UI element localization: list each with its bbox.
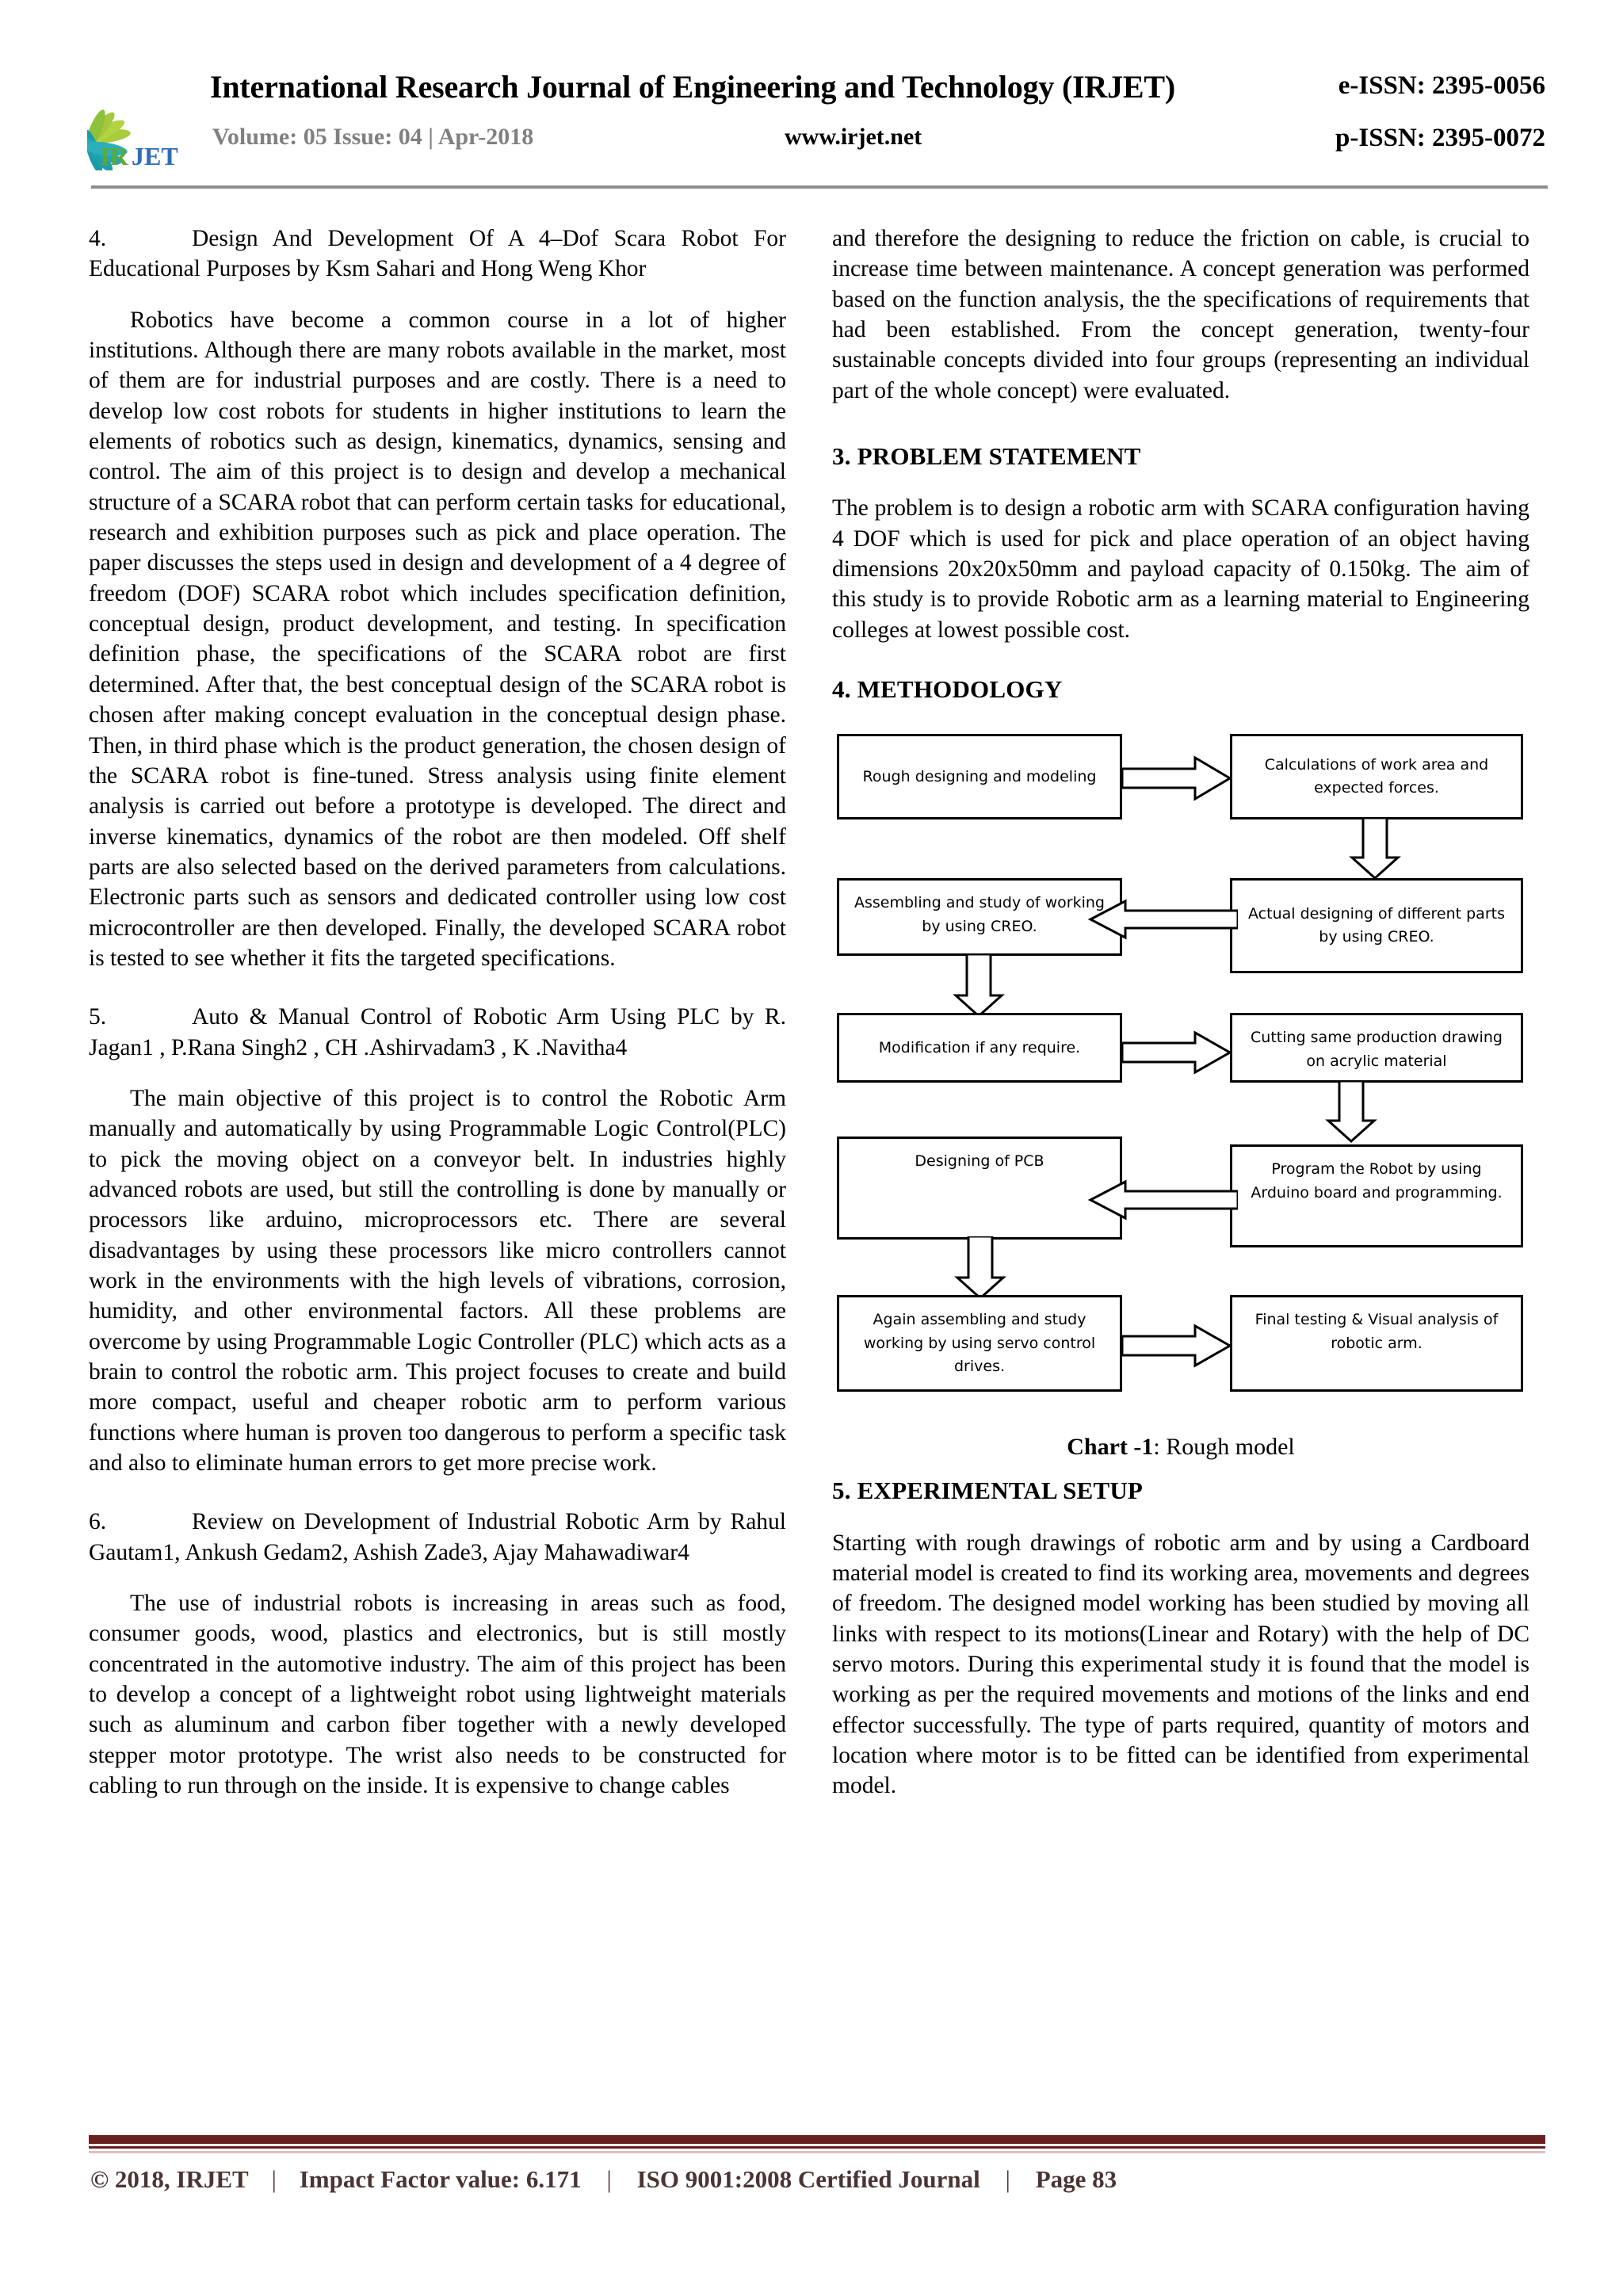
continued-paragraph: and therefore the designing to reduce the friction on cable, is crucial to increase time between maintenance. A concept generation was performed based on the function analysis, the the specifications of requirements that had been established. From the concept generation, twenty-four sustainable concepts divided into four groups (representing an individual part of the whole concept) were evaluated. (832, 226, 1529, 403)
reference-4-heading (89, 223, 786, 285)
irjet-logo (87, 63, 198, 170)
flow-arrow-down-3 (1323, 1081, 1379, 1143)
methodology-flowchart (832, 734, 1529, 1578)
flow-arrow-right-3 (1122, 1324, 1233, 1368)
journal-website[interactable]: www.irjet.net (785, 124, 922, 150)
reference-4-number: 4. (89, 226, 107, 251)
reference-5-title: Auto & Manual Control of Robotic Arm Using PLC by R. Jagan1 , P.Rana Singh2 , CH .Ashirvadam3 , K .Navitha4 (89, 1004, 786, 1060)
flow-arrow-left-2 (1087, 1179, 1238, 1221)
flow-node-actual-designing: Actual designing of different parts by using CREO. (1230, 878, 1523, 973)
section-heading-experimental-setup: 5. EXPERIMENTAL SETUP (832, 1477, 1144, 1505)
chart-caption-text: : Rough model (1153, 1434, 1295, 1461)
flow-arrow-right-2 (1122, 1030, 1233, 1075)
footer-copyright: © 2018, IRJET (90, 2165, 249, 2193)
footer-separator-2: | (606, 2165, 612, 2193)
footer-impact-factor: Impact Factor value: 6.171 (299, 2165, 582, 2193)
flow-node-again-assembling: Again assembling and study working by using servo control drives. (837, 1295, 1122, 1392)
reference-6-number: 6. (89, 1509, 107, 1535)
left-column (89, 223, 786, 1801)
experimental-setup-body: Starting with rough drawings of robotic arm and by using a Cardboard material model is created to find its working area, movements and degrees of freedom. The designed model working has been studied by moving all links with respect to its motions(Linear and Rotary) with the help of DC servo motors. During this experimental study it is found that the model is working as per the required movements and motions of the links and end effector successfully. The type of parts required, quantity of motors and location where motor is to be fitted can be identified from experimental model. (832, 1530, 1529, 1799)
flow-arrow-down-1 (1347, 818, 1403, 880)
flow-node-calculations: Calculations of work area and expected forces. (1230, 734, 1523, 819)
flow-arrow-down-2 (951, 954, 1006, 1018)
reference-4-title: Design And Development Of A 4–Dof Scara Robot For Educational Purposes by Ksm Sahari and Hong Weng Khor (89, 226, 786, 282)
e-issn: e-ISSN: 2395-0056 (1338, 71, 1545, 100)
flow-arrow-right-1 (1122, 755, 1233, 802)
flow-node-program-robot: Program the Robot by using Arduino board and programming. (1230, 1144, 1523, 1247)
footer-divider-thin (89, 2146, 1545, 2149)
reference-5-heading (89, 1002, 786, 1063)
reference-5-body: The main objective of this project is to control the Robotic Arm manually and automatically by using Programmable Logic Control(PLC) to pick the moving object on a conveyor belt. In industries highly advanced robots are used, but still the controlling is done by manually or processors like arduino, microprocessors etc. There are several disadvantages by using these processors like micro controllers cannot work in the environments with the high levels of vibrations, corrosion, humidity, and other environmental factors. All these problems are overcome by using Programmable Logic Controller (PLC) which acts as a brain to control the robotic arm. This project focuses to create and build more compact, useful and cheaper robotic arm to perform various functions where human is proven too dangerous to perform a specific task and also to eliminate human errors to get more precise work. (89, 1085, 786, 1477)
footer-separator-3: | (1005, 2165, 1010, 2193)
flow-arrow-down-4 (953, 1236, 1008, 1300)
flow-node-assembling-creo: Assembling and study of working by using CREO. (837, 878, 1122, 956)
flow-node-final-testing: Final testing & Visual analysis of robotic arm. (1230, 1295, 1523, 1392)
reference-5-number: 5. (89, 1004, 107, 1030)
flow-node-designing-pcb: Designing of PCB (837, 1137, 1122, 1240)
footer-certification: ISO 9001:2008 Certified Journal (636, 2165, 980, 2193)
irjet-logo-icon (87, 63, 198, 170)
flow-arrow-left-1 (1087, 899, 1238, 940)
svg-text:IR: IR (100, 142, 128, 170)
footer-divider-thick (89, 2135, 1545, 2144)
p-issn: p-ISSN: 2395-0072 (1335, 124, 1545, 152)
flow-node-modification: Modification if any require. (837, 1013, 1122, 1083)
svg-text:JET: JET (132, 142, 178, 170)
footer-separator-1: | (271, 2165, 277, 2193)
footer-page-number: Page 83 (1035, 2165, 1117, 2193)
page-footer (90, 2165, 1117, 2194)
reference-4-body: Robotics have become a common course in a lot of higher institutions. Although there are many robots available in the market, most of them are for industrial purposes and are costly. There is a need to develop low cost robots for students in higher institutions to learn the elements of robotics such as design, kinematics, dynamics, sensing and control. The aim of this project is to design and develop a mechanical structure of a SCARA robot that can perform certain tasks for educational, research and exhibition purposes such as pick and place operation. The paper discusses the steps used in design and development of a 4 degree of freedom (DOF) SCARA robot which includes specification definition, conceptual design, product development, and testing. In specification definition phase, the specifications of the SCARA robot are first determined. After that, the best conceptual design of the SCARA robot is chosen after making concept evaluation in the conceptual design phase. Then, in third phase which is the product generation, the chosen design of the SCARA robot is fine-tuned. Stress analysis using finite element analysis is carried out before a prototype is developed. The direct and inverse kinematics, dynamics of the robot are then modeled. Off shelf parts are also selected based on the derived parameters from calculations. Electronic parts such as sensors and dedicated controller using low cost microcontroller are then developed. Finally, the developed SCARA robot is tested to see whether it fits the targeted specifications. (89, 307, 786, 971)
reference-6-heading (89, 1507, 786, 1568)
chart-caption (832, 1431, 1529, 1462)
section-heading-methodology: 4. METHODOLOGY (832, 675, 1063, 704)
volume-issue-date: Volume: 05 Issue: 04 | Apr-2018 (212, 124, 534, 150)
chart-caption-label: Chart -1 (1067, 1434, 1154, 1461)
reference-6-title: Review on Development of Industrial Robotic Arm by Rahul Gautam1, Ankush Gedam2, Ashish Zade3, Ajay Mahawadiwar4 (89, 1509, 786, 1565)
right-column (832, 223, 1529, 1801)
flow-node-rough-designing: Rough designing and modeling (837, 734, 1122, 819)
reference-6-body: The use of industrial robots is increasing in areas such as food, consumer goods, wood, plastics and electronics, but is still mostly concentrated in the automotive industry. The aim of this project has been to develop a concept of a lightweight robot using lightweight materials such as aluminum and carbon fiber together with a newly developed stepper motor prototype. The wrist also needs to be constructed for cabling to run through on the inside. It is expensive to change cables (89, 1591, 786, 1799)
flow-node-cutting-acrylic: Cutting same production drawing on acrylic material (1230, 1013, 1523, 1083)
problem-statement-body: The problem is to design a robotic arm with SCARA configuration having 4 DOF which is used for pick and place operation of an object having dimensions 20x20x50mm and payload capacity of 0.150kg. The aim of this study is to provide Robotic arm as a learning material to Engineering colleges at lowest possible cost. (832, 495, 1529, 643)
footer-divider-light (89, 2151, 1545, 2153)
journal-title: International Research Journal of Engineering and Technology (IRJET) (210, 69, 1176, 105)
page-header (87, 62, 1545, 173)
section-heading-problem-statement: 3. PROBLEM STATEMENT (832, 442, 1141, 471)
header-divider (91, 185, 1548, 189)
